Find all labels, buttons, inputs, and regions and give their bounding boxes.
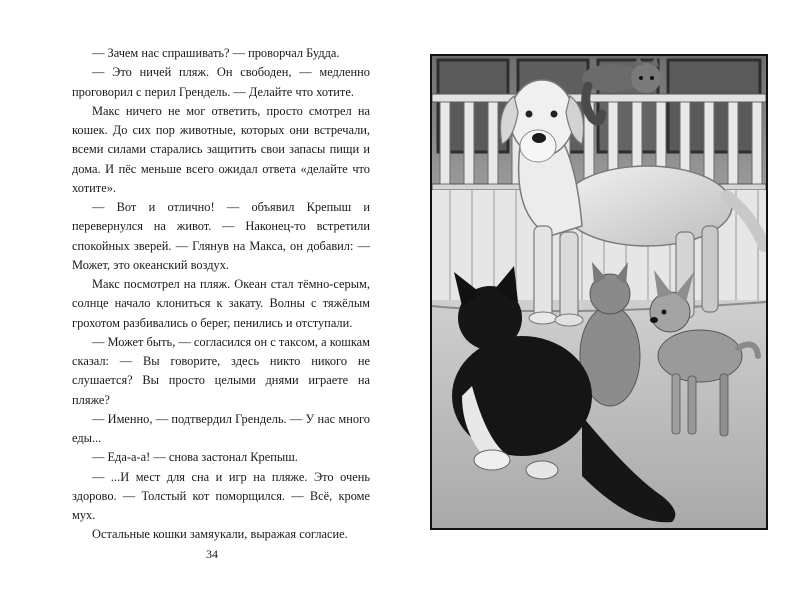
paragraph: — ...И мест для сна и игр на пляже. Это очень здорово. — Толстый кот поморщился. — Всё, кроме мух. <box>72 469 370 522</box>
paragraph: — Может быть, — согласился он с таксом, а кошкам сказал: — Вы говорите, здесь никто никого не слушается? Вы просто целыми днями играете на пляже? <box>72 334 371 407</box>
illustration-dog-and-cats <box>432 56 766 528</box>
paragraph: — Еда-а-а! — снова застонал Крепыш. <box>92 450 298 465</box>
paragraph: — Зачем нас спрашивать? — проворчал Будда. <box>92 46 340 60</box>
page-number: 34 <box>206 547 218 561</box>
left-page-text <box>72 44 370 545</box>
paragraph: — Вот и отлично! — объявил Крепыш и перевернулся на живот. — Наконец-то встретили спокойных зверей. — Глянув на Макса, он добавил: — Может, это океанский воздух. <box>72 200 370 272</box>
paragraph: — Именно, — подтвердил Грендель. — У нас много еды... <box>72 411 370 445</box>
paragraph: — Это ничей пляж. Он свободен, — медленно проговорил с перил Грендель. — Делайте что хотите. <box>72 65 370 99</box>
illustration-frame <box>430 54 768 530</box>
paragraph: Остальные кошки замяукали, выражая согласие. <box>92 527 348 542</box>
paragraph: Макс ничего не мог ответить, просто смотрел на кошек. До сих пор животные, которых они встречали, всеми силами старались защитить свои запасы пищи и дома. И пёс меньше всего ожидал ответа «делайте что хотите». <box>72 103 370 195</box>
paragraph: Макс посмотрел на пляж. Океан стал тёмно-серым, солнце начало клониться к закату. Волны с тяжёлым грохотом разбивались о берег, пенились и отступали. <box>72 277 370 330</box>
